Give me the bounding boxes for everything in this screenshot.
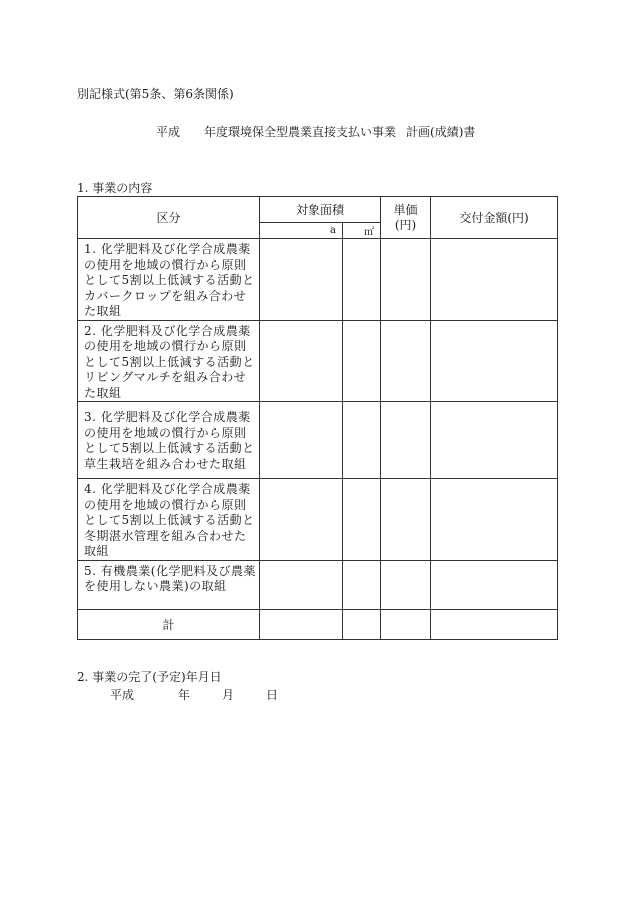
table-row	[78, 320, 558, 402]
header-unit-price: 単価(円)	[381, 197, 431, 239]
form-reference: 別記様式(第5条、第6条関係)	[77, 87, 234, 101]
section1-heading: 1. 事業の内容	[77, 181, 153, 195]
date-day: 日	[266, 688, 279, 702]
total-row	[78, 609, 558, 639]
total-label: 計	[78, 609, 260, 639]
date-month: 月	[222, 688, 235, 702]
area-a-cell[interactable]	[260, 402, 343, 479]
table-row	[78, 479, 558, 561]
grant-amount-cell[interactable]	[431, 402, 558, 479]
row-label: 3. 化学肥料及び化学合成農薬の使用を地域の慣行から原則として5割以上低減する活動と草生栽培を組み合わせた取組	[78, 402, 260, 479]
title-suffix: 計画(成績)書	[406, 125, 476, 139]
unit-price-cell[interactable]	[381, 320, 431, 402]
unit-price-cell[interactable]	[381, 560, 431, 609]
header-category: 区分	[78, 197, 260, 239]
header-area: 対象面積	[260, 197, 381, 223]
header-grant-amount: 交付金額(円)	[431, 197, 558, 239]
total-unit-price-cell[interactable]	[381, 609, 431, 639]
area-m2-cell[interactable]	[343, 402, 381, 479]
section2-heading: 2. 事業の完了(予定)年月日	[77, 670, 222, 684]
date-year: 年	[178, 688, 191, 702]
grant-amount-cell[interactable]	[431, 560, 558, 609]
document-title	[156, 123, 475, 140]
area-m2-cell[interactable]	[343, 239, 381, 321]
title-era: 平成	[156, 125, 181, 139]
total-area-a-cell[interactable]	[260, 609, 343, 639]
completion-date	[110, 686, 278, 703]
unit-price-cell[interactable]	[381, 239, 431, 321]
row-label: 4. 化学肥料及び化学合成農薬の使用を地域の慣行から原則として5割以上低減する活動と冬期湛水管理を組み合わせた取組	[78, 479, 260, 561]
date-era: 平成	[110, 688, 135, 702]
grant-amount-cell[interactable]	[431, 239, 558, 321]
area-a-cell[interactable]	[260, 560, 343, 609]
row-label: 2. 化学肥料及び化学合成農薬の使用を地域の慣行から原則として5割以上低減する活動とリビングマルチを組み合わせた取組	[78, 320, 260, 402]
header-area-unit-a: a	[260, 223, 343, 239]
area-a-cell[interactable]	[260, 239, 343, 321]
table-row	[78, 560, 558, 609]
row-label: 5. 有機農業(化学肥料及び農薬を使用しない農業)の取組	[78, 560, 260, 609]
unit-price-cell[interactable]	[381, 479, 431, 561]
table-row	[78, 239, 558, 321]
total-area-m2-cell[interactable]	[343, 609, 381, 639]
grant-amount-cell[interactable]	[431, 479, 558, 561]
unit-price-cell[interactable]	[381, 402, 431, 479]
grant-amount-cell[interactable]	[431, 320, 558, 402]
business-content-table	[77, 196, 558, 640]
area-m2-cell[interactable]	[343, 479, 381, 561]
header-area-unit-m2: ㎡	[343, 223, 381, 239]
area-a-cell[interactable]	[260, 479, 343, 561]
title-main: 年度環境保全型農業直接支払い事業	[204, 125, 397, 139]
table-row	[78, 402, 558, 479]
area-m2-cell[interactable]	[343, 320, 381, 402]
area-m2-cell[interactable]	[343, 560, 381, 609]
area-a-cell[interactable]	[260, 320, 343, 402]
row-label: 1. 化学肥料及び化学合成農薬の使用を地域の慣行から原則として5割以上低減する活動とカバークロップを組み合わせた取組	[78, 239, 260, 321]
total-grant-amount-cell[interactable]	[431, 609, 558, 639]
